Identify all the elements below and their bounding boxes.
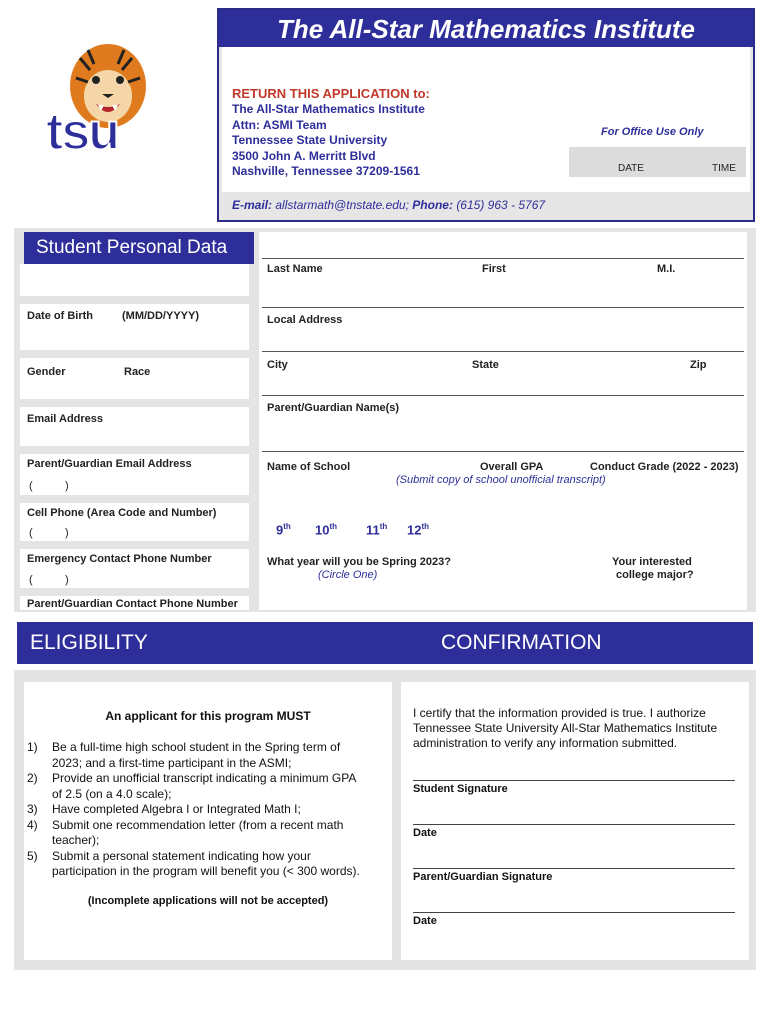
address-line: Nashville, Tennessee 37209-1561 [232, 164, 420, 178]
name-line [262, 258, 744, 259]
year-question: What year will you be Spring 2023? [267, 556, 451, 568]
separator [20, 588, 249, 596]
grade-11-option[interactable] [366, 522, 387, 537]
address-line: 3500 John A. Merritt Blvd [232, 149, 376, 163]
address-line [262, 307, 744, 308]
parent-date-label: Date [413, 915, 437, 927]
certification-line: I certify that the information provided is true. I authorize [413, 706, 706, 720]
name-field[interactable] [262, 236, 744, 256]
requirement-text: participation in the program will benefit you (< 300 words). [52, 864, 360, 878]
dob-label: Date of Birth [27, 310, 93, 322]
list-item [27, 802, 387, 818]
state-label: State [472, 359, 499, 371]
school-field[interactable] [262, 488, 744, 500]
list-number: 5) [27, 848, 38, 863]
city-state-zip-field[interactable] [262, 372, 744, 392]
school-name-label: Name of School [267, 461, 351, 473]
requirements-list [27, 740, 387, 880]
dob-field[interactable] [27, 322, 247, 346]
certification-line: Tennessee State University All-Star Mathematics Institute [413, 721, 718, 735]
mi-label: M.I. [657, 263, 676, 275]
address-line: Attn: ASMI Team [232, 118, 327, 132]
transcript-note: (Submit copy of school unofficial transcript) [396, 474, 606, 486]
separator [20, 350, 249, 358]
parent-name-field[interactable] [262, 416, 744, 448]
emergency-phone-label: Emergency Contact Phone Number [27, 553, 212, 565]
local-address-field[interactable] [262, 284, 744, 304]
parent-name-line [262, 395, 744, 396]
cell-phone-label: Cell Phone (Area Code and Number) [27, 507, 217, 519]
parent-phone-label: Parent/Guardian Contact Phone Number [27, 598, 238, 610]
parent-email-label: Parent/Guardian Email Address [27, 458, 192, 470]
list-number: 4) [27, 817, 38, 832]
city-label: City [267, 359, 288, 371]
address-line: The All-Star Mathematics Institute [232, 102, 425, 116]
list-item [27, 818, 387, 849]
student-signature-label: Student Signature [413, 783, 508, 795]
circle-one-note: (Circle One) [318, 569, 378, 581]
paren-open: ( [29, 527, 33, 539]
parent-name-label: Parent/Guardian Name(s) [267, 402, 400, 414]
requirement-text: teacher); [52, 833, 100, 847]
grade-number: 11 [366, 522, 380, 538]
zip-label: Zip [690, 359, 707, 371]
student-date-label: Date [413, 827, 437, 839]
grade-9-option[interactable] [276, 522, 291, 537]
dob-format: (MM/DD/YYYY) [122, 310, 199, 322]
college-major-label: college major? [616, 569, 694, 581]
signature-line [413, 824, 735, 825]
requirement-text: 2023; and a first-time participant in the ASMI; [52, 755, 292, 770]
city-line [262, 351, 744, 352]
separator [20, 446, 249, 454]
grade-suffix: th [421, 522, 430, 531]
parent-signature-label: Parent/Guardian Signature [413, 871, 553, 883]
paren-close: ) [65, 574, 69, 586]
grade-suffix: th [329, 522, 338, 531]
separator [20, 296, 249, 304]
certification-text [413, 706, 749, 751]
page-title: The All-Star Mathematics Institute [277, 14, 695, 44]
grade-suffix: th [283, 522, 291, 531]
grade-number: 10 [315, 522, 330, 538]
requirement-text: Submit one recommendation letter (from a recent math [52, 817, 344, 832]
contact-line [232, 198, 545, 212]
phone-value: (615) 963 - 5767 [456, 198, 546, 212]
phone-label: Phone: [412, 198, 453, 212]
list-number: 3) [27, 802, 38, 816]
list-item [27, 740, 387, 771]
student-signature-field[interactable] [413, 760, 735, 780]
grade-suffix: th [379, 522, 388, 531]
paren-close: ) [65, 527, 69, 539]
list-number: 2) [27, 771, 38, 785]
requirement-text: Provide an unofficial transcript indicating a minimum GPA [52, 771, 357, 785]
list-number: 1) [27, 740, 38, 754]
email-label: E-mail: [232, 198, 273, 212]
eligibility-heading: An applicant for this program MUST [105, 709, 311, 723]
paren-close: ) [65, 480, 69, 492]
incomplete-warning: (Incomplete applications will not be accepted) [87, 895, 329, 907]
paren-open: ( [29, 480, 33, 492]
grade-12-option[interactable] [407, 522, 429, 537]
school-line [262, 451, 744, 452]
separator [20, 541, 249, 549]
student-date-field[interactable] [413, 804, 735, 824]
last-name-label: Last Name [267, 263, 323, 275]
grade-number: 9 [276, 522, 284, 538]
grade-number: 12 [407, 522, 422, 538]
gender-label: Gender [27, 366, 66, 378]
email-field[interactable] [27, 426, 247, 444]
separator [20, 399, 249, 407]
confirmation-title: CONFIRMATION [441, 631, 602, 654]
requirement-text: of 2.5 (on a 4.0 scale); [52, 786, 172, 801]
signature-line [413, 868, 735, 869]
office-time-label: TIME [712, 163, 736, 174]
signature-line [413, 780, 735, 781]
signature-line [413, 912, 735, 913]
email-address-label: Email Address [27, 413, 104, 425]
personal-data-title: Student Personal Data [36, 237, 228, 258]
separator [20, 495, 249, 503]
gpa-label: Overall GPA [480, 461, 544, 473]
parent-signature-field[interactable] [413, 848, 735, 868]
first-name-label: First [482, 263, 506, 275]
race-label: Race [124, 366, 151, 378]
address-line: Tennessee State University [232, 133, 388, 147]
tsu-logo [44, 38, 159, 161]
conduct-grade-label: Conduct Grade (2022 - 2023) [590, 461, 739, 473]
paren-open: ( [29, 574, 33, 586]
requirement-text: Submit a personal statement indicating how your [52, 848, 311, 863]
college-major-label: Your interested [612, 556, 692, 568]
return-heading: RETURN THIS APPLICATION to: [232, 86, 430, 101]
email-value[interactable]: allstarmath@tnstate.edu; [275, 198, 409, 212]
requirement-text: Have completed Algebra I or Integrated Math I; [52, 802, 301, 816]
office-date-label: DATE [618, 163, 644, 174]
list-item [27, 771, 387, 802]
eligibility-title: ELIGIBILITY [30, 631, 148, 654]
office-use-label: For Office Use Only [601, 126, 704, 138]
requirement-text: Be a full-time high school student in the Spring term of [52, 740, 341, 754]
grade-10-option[interactable] [315, 522, 337, 537]
list-item [27, 849, 387, 880]
certification-line: administration to verify any information submitted. [413, 736, 678, 750]
logo-text: tsu [46, 103, 118, 161]
local-address-label: Local Address [267, 314, 343, 326]
parent-date-field[interactable] [413, 892, 735, 912]
